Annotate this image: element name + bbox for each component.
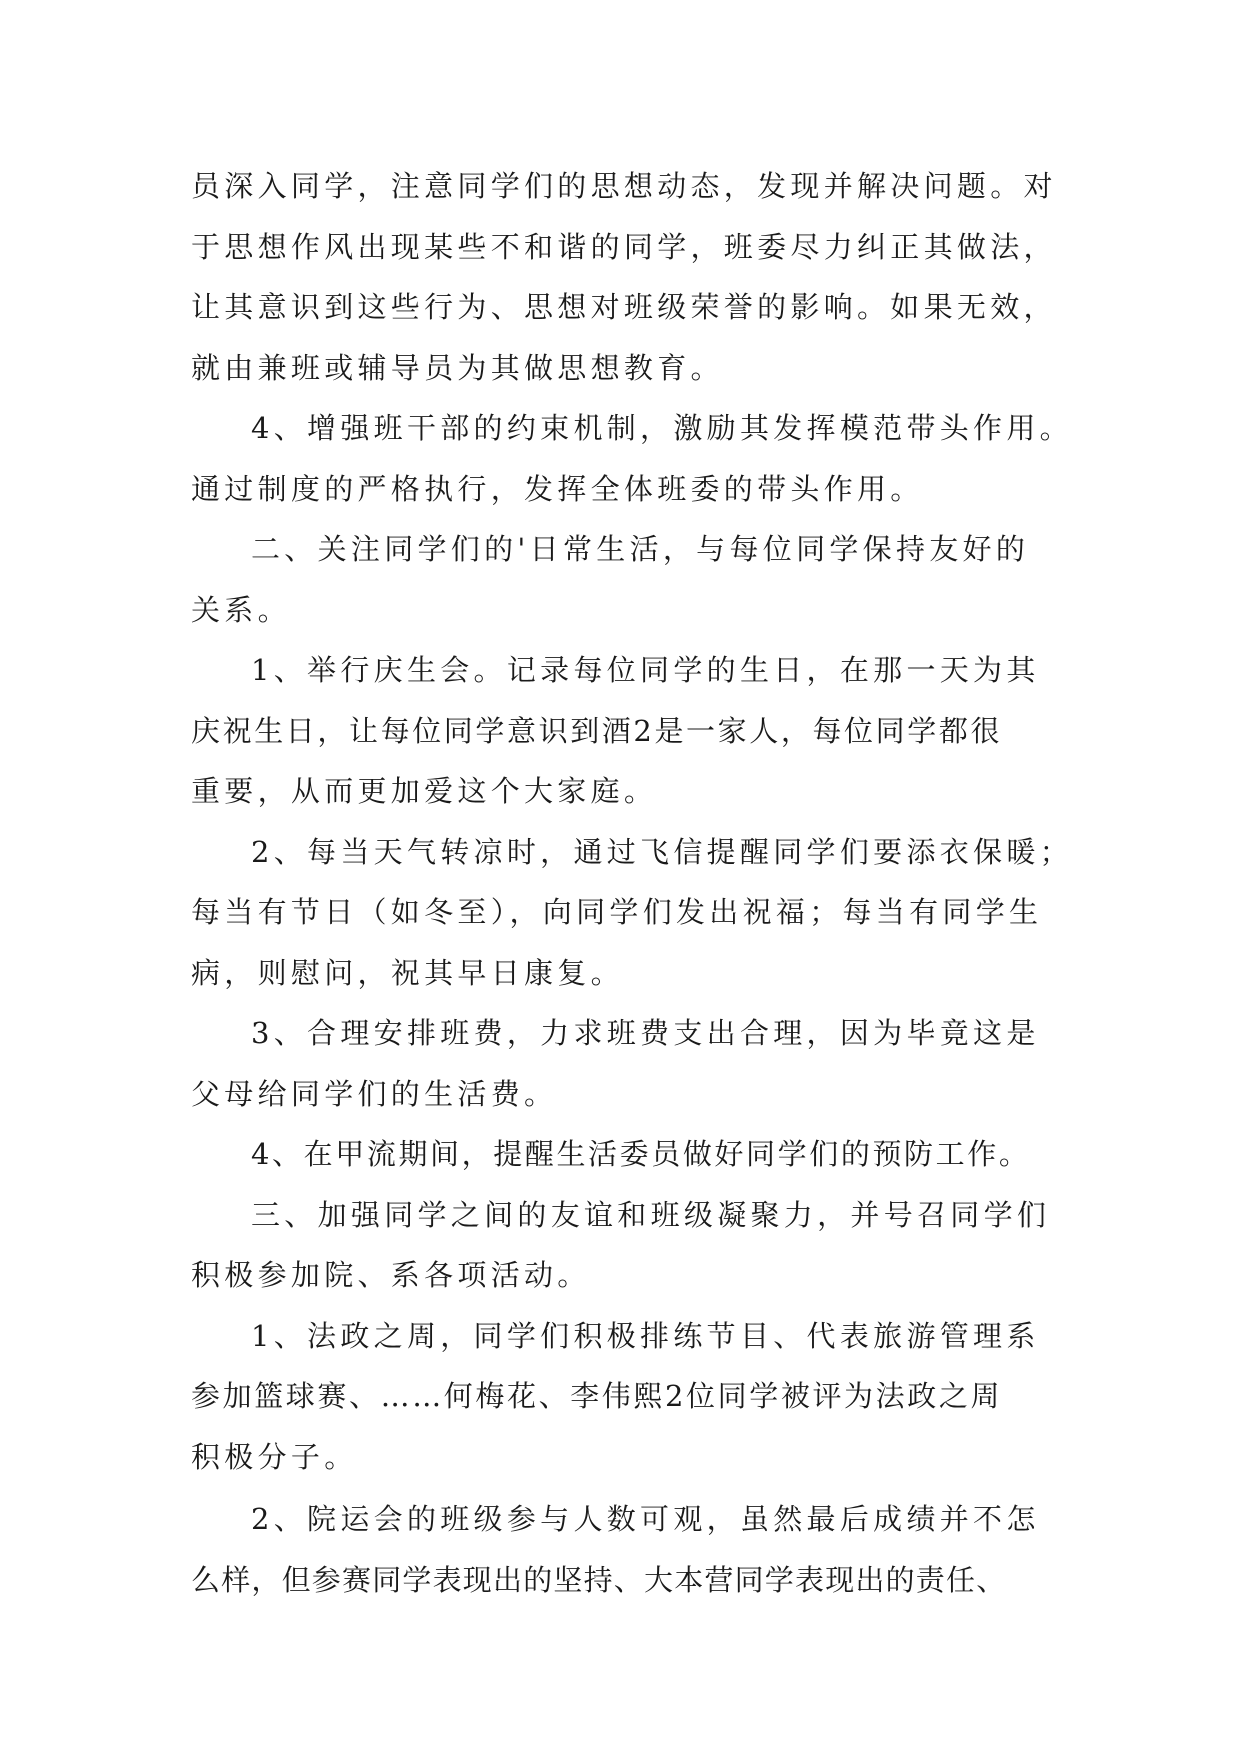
section-heading-line: 三、加强同学之间的友谊和班级凝聚力，并号召同学们 [251,1197,1051,1232]
section-heading-line: 二、关注同学们的'日常生活，与每位同学保持友好的 [251,532,1030,566]
paragraph-line: 让其意识到这些行为、思想对班级荣誉的影响。如果无效， [191,290,1057,324]
paragraph-line: 4、在甲流期间，提醒生活委员做好同学们的预防工作。 [251,1137,1031,1171]
section-heading-line: 积极参加院、系各项活动。 [191,1258,591,1292]
paragraph-line: 2、每当天气转凉时，通过飞信提醒同学们要添衣保暖； [251,834,1073,869]
paragraph-line: 通过制度的严格执行，发挥全体班委的带头作用。 [191,471,924,506]
paragraph-line: 1、举行庆生会。记录每位同学的生日，在那一天为其 [251,653,1040,687]
paragraph-line: 就由兼班或辅导员为其做思想教育。 [191,350,724,385]
paragraph-line: 病，则慰问，祝其早日康复。 [191,955,624,990]
section-heading-line: 关系。 [191,592,291,627]
paragraph-line: 1、法政之周，同学们积极排练节目、代表旅游管理系 [251,1318,1040,1353]
paragraph-line: 重要，从而更加爱这个大家庭。 [191,774,658,808]
paragraph-line: 庆祝生日，让每位同学意识到酒2是一家人，每位同学都很 [191,713,1003,748]
paragraph-line: 于思想作风出现某些不和谐的同学，班委尽力纠正其做法， [191,229,1057,264]
paragraph-line: 么样，但参赛同学表现出的坚持、大本营同学表现出的责任、 [191,1562,1007,1597]
document-body [191,156,1073,1610]
paragraph-line: 每当有节日（如冬至），向同学们发出祝福；每当有同学生 [191,895,1043,929]
paragraph-line: 2、院运会的班级参与人数可观，虽然最后成绩并不怎 [251,1502,1040,1536]
paragraph-line: 4、增强班干部的约束机制，激励其发挥模范带头作用。 [251,411,1073,445]
paragraph-line: 员深入同学，注意同学们的思想动态，发现并解决问题。对 [191,169,1057,203]
paragraph-line: 父母给同学们的生活费。 [191,1076,558,1111]
paragraph-line: 参加篮球赛、……何梅花、李伟熙2位同学被评为法政之周 [191,1379,1003,1413]
paragraph-line: 积极分子。 [191,1439,358,1474]
paragraph-line: 3、合理安排班费，力求班费支出合理，因为毕竟这是 [251,1016,1040,1050]
